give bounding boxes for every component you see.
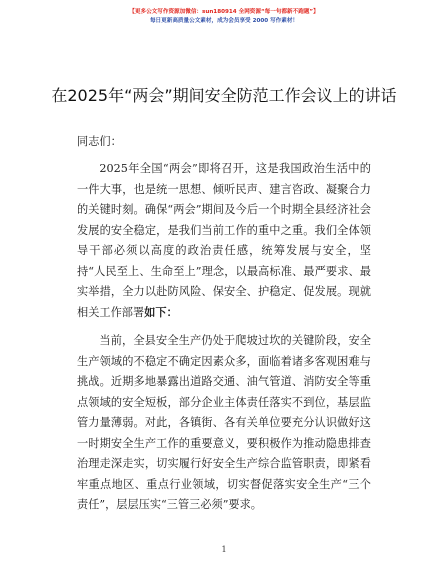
paragraph-1 bbox=[77, 159, 371, 323]
greeting: 同志们： bbox=[77, 135, 122, 148]
promo-banner-line1: 【更多公文写作资源加微信：sun180914 全网资源“每一句都新不跑题”】 bbox=[129, 9, 319, 15]
promo-banner bbox=[0, 8, 448, 26]
paragraph-1-text: 2025年全国“两会”即将召开，这是我国政治生活中的一件大事，也是统一思想、倾听民声、建言咨政、凝聚合力的关键时刻。确保“两会”期间及今后一个时期全县经济社会发展的安全稳定，是我们当前工作的重中之重。我们全体领导干部必须以高度的政治责任感，统筹发展与安全，坚持“人民至上、生命至上”理念，以最高标准、最严要求、最实举措，全力以赴防风险、保安全、护稳定、促发展。现就相关工作部署 bbox=[77, 162, 371, 319]
paragraph-2: 当前，全县安全生产仍处于爬坡过坎的关键阶段，安全生产领域的不稳定不确定因素众多，面临着诸多客观困难与挑战。近期多地暴露出道路交通、油气管道、消防安全等重点领域的安全短板，部分企业主体责任落实不到位，基层监管力量薄弱。对此，各镇街、各有关单位要充分认识做好这一时期安全生产工作的重要意义，要积极作为推动隐患排查治理走深走实，切实履行好安全生产综合监管职责，即紧看牢重点地区、重点行业领域，切实督促落实安全生产“三个责任”，层层压实“三管三必须”要求。 bbox=[77, 334, 371, 511]
promo-banner-line2: 每日更新高质量公文素材，成为会员享受 2000 写作素材！ bbox=[149, 18, 299, 24]
paragraph-1-tail: 如下： bbox=[144, 305, 178, 319]
document-body bbox=[77, 133, 371, 516]
document-title: 在2025年“两会”期间安全防范工作会议上的讲话 bbox=[51, 86, 397, 105]
page-number: 1 bbox=[221, 545, 227, 554]
